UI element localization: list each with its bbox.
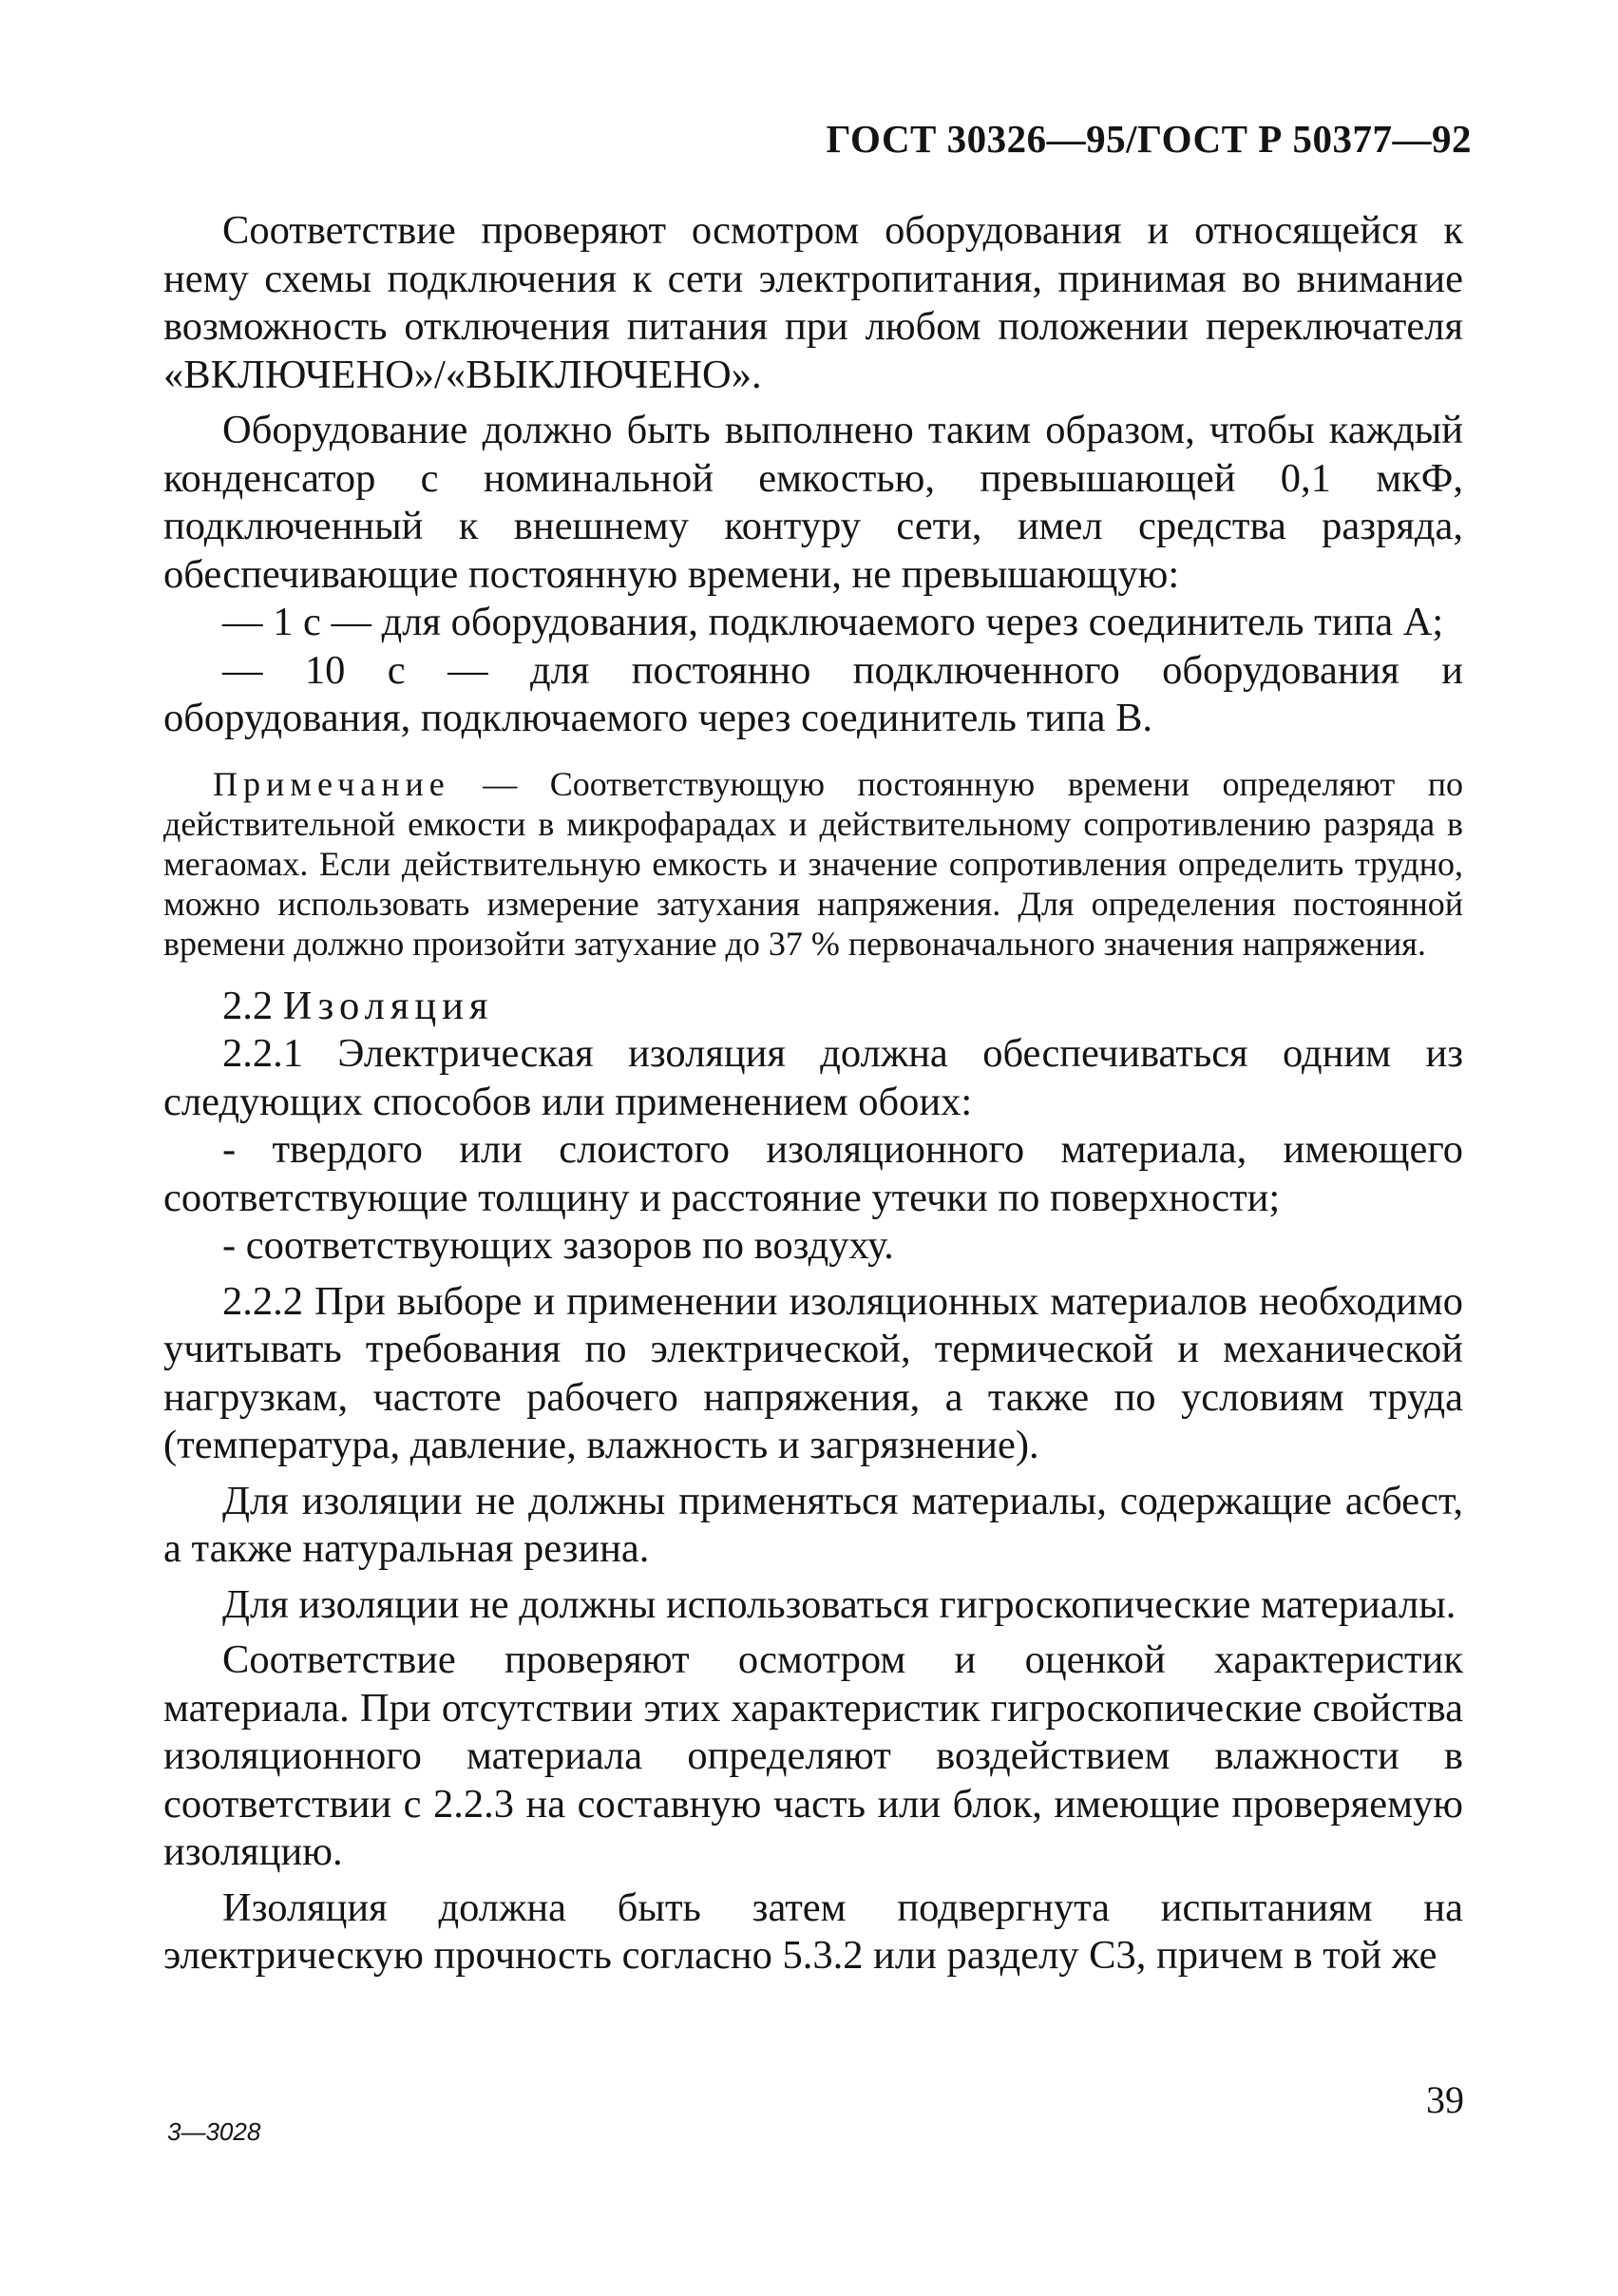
list-item: — 1 с — для оборудования, подключаемого через соединитель типа А; (222, 600, 1444, 644)
paragraph: Изоляция должна быть затем подвергнута испытаниям на электрическую прочность согласно 5.3.2 или разделу С3, причем в той же (163, 1885, 1463, 1978)
note (163, 764, 1463, 964)
list-item: - твердого или слоистого изоляционного материала, имеющего соответствующие толщину и расстояние утечки по поверхности; (163, 1127, 1463, 1220)
print-code: 3—3028 (167, 2117, 261, 2146)
paragraph: Соответствие проверяют осмотром оборудования и относящейся к нему схемы подключения к сети электропитания, принимая во внимание возможность отключения питания при любом положении переключателя «ВКЛЮЧЕНО»/«ВЫКЛЮЧЕНО». (163, 208, 1463, 397)
section-title: Изоляция (282, 983, 494, 1028)
paragraph: 2.2.1 Электрическая изоляция должна обеспечиваться одним из следующих способов или применением обоих: (163, 1031, 1463, 1124)
page-number: 39 (1426, 2078, 1464, 2121)
note-label: Примечание (213, 764, 450, 803)
document-body (163, 207, 1463, 1980)
page-header: ГОСТ 30326—95/ГОСТ Р 50377—92 (826, 117, 1472, 161)
paragraph: Для изоляции не должны применяться материалы, содержащие асбест, а также натуральная резина. (163, 1478, 1463, 1571)
list-item: - соответствующих зазоров по воздуху. (222, 1223, 894, 1268)
paragraph: Для изоляции не должны использоваться гигроскопические материалы. (222, 1581, 1456, 1627)
paragraph: 2.2.2 При выборе и применении изоляционных материалов необходимо учитывать требования по электрической, термической и механической нагрузкам, частоте рабочего напряжения, а также по условиям труда (температура, давление, влажность и загрязнение). (163, 1278, 1463, 1467)
note-text: — Соответствующую постоянную времени определяют по действительной емкости в микрофарадах и действительному сопротивлению разряда в мегаомах. Если действительную емкость и значение сопротивления определить трудно, можно использовать измерение затухания напряжения. Для определения постоянной времени должно произойти затухание до 37 % первоначального значения напряжения. (163, 764, 1463, 963)
paragraph: Соответствие проверяют осмотром и оценкой характеристик материала. При отсутствии этих характеристик гигроскопические свойства изоляционного материала определяют воздействием влажности в соответствии с 2.2.3 на составную часть или блок, имеющие проверяемую изоляцию. (163, 1637, 1463, 1874)
section-number: 2.2 (222, 983, 283, 1028)
paragraph: Оборудование должно быть выполнено таким образом, чтобы каждый конденсатор с номинальной емкостью, превышающей 0,1 мкФ, подключенный к внешнему контуру сети, имел средства разряда, обеспечивающие постоянную времени, не превышающую: (163, 408, 1463, 597)
list-item: — 10 с — для постоянно подключенного оборудования и оборудования, подключаемого через соединитель типа В. (163, 647, 1463, 740)
section-heading (163, 983, 1463, 1031)
